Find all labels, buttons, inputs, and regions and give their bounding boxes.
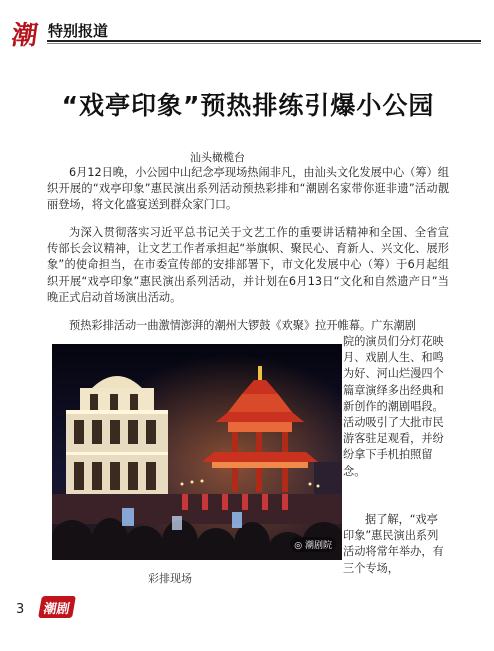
paragraph-1-text: 6月12日晚，小公园中山纪念亭现场热闹非凡，由汕头文化发展中心（筹）组织开展的“戏亭印象”惠民演出系列活动预热彩排和“潮剧名家带你逛非遗”活动靓丽登场，将文化盛宴送到群众家门口。: [47, 166, 449, 212]
footer-logo: 潮剧: [38, 596, 76, 618]
paragraph-3-text: 预热彩排活动一曲激情澎湃的潮州大锣鼓《欢聚》拉开帷幕。广东潮剧: [69, 319, 416, 332]
rehearsal-photo-illustration: [52, 344, 342, 560]
section-title: 特别报道: [48, 22, 109, 40]
wechat-icon: ◎: [294, 541, 303, 551]
article-byline: 汕头橄榄台: [190, 151, 245, 164]
side-column-1: 院的演员们分灯花映月、戏剧人生、和鸣为好、河山烂漫四个篇章演绎多出经典和新创作的潮剧唱段。活动吸引了大批市民游客驻足观看，并纷纷拿下手机拍照留念。: [343, 335, 444, 478]
photo-caption: 彩排现场: [148, 572, 192, 585]
magazine-logo: 潮: [9, 20, 40, 51]
paragraph-3-lead: [47, 318, 449, 334]
paragraph-1: [47, 165, 449, 214]
header-divider: [47, 40, 481, 42]
arcade-building: [66, 376, 168, 510]
paragraph-2-text: 为深入贯彻落实习近平总书记关于文艺工作的重要讲话精神和全国、全省宣传部长会议精神，让文艺工作者承担起“举旗帜、聚民心、育新人、兴文化、展形象”的使命担当，在市委宣传部的安排部署下，市文化发展中心（筹）于6月起组织开展“戏亭印象”惠民演出系列活动，并计划在6月13日“文化和自然遗产日”当晚正式启动首场演出活动。: [47, 226, 449, 304]
article-headline: “戏亭印象”预热排练引爆小公园: [61, 91, 435, 120]
page-number: 3: [16, 602, 25, 617]
side-column-2-text: 据了解，“戏亭印象”惠民演出系列活动将常年举办，有三个专场，: [343, 513, 444, 575]
photo-watermark-text: 潮剧院: [304, 541, 332, 551]
rehearsal-photo: [52, 344, 342, 560]
paragraph-2: [47, 225, 449, 306]
header-divider-thin: [47, 43, 481, 44]
photo-watermark: [290, 537, 336, 552]
side-column-2: [343, 512, 449, 577]
